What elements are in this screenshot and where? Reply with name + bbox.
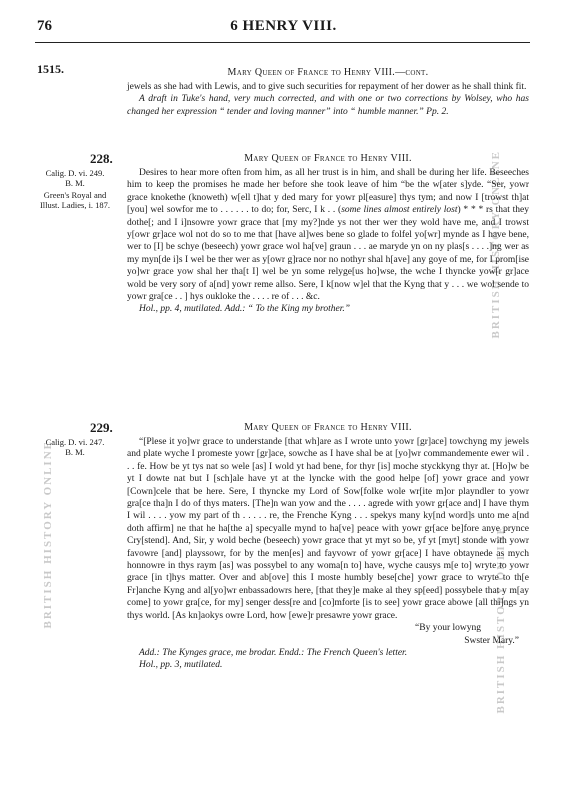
continuation-note-a: A draft in Tuke's hand, very much corrected, and with one or two corrections by Wolsey, who has changed her expression — [127, 94, 529, 117]
continuation-note-b: “ tender and loving manner” into “ humble manner.” Pp. 2. — [219, 106, 449, 117]
watermark-stamp: BRITISH HISTORY ONLINE — [490, 150, 502, 339]
entry-title-228: Mary Queen of France to Henry VIII. — [244, 153, 412, 164]
margin-note-228 — [35, 168, 115, 210]
entry-text-228 — [127, 167, 529, 303]
continuation-note — [127, 93, 529, 118]
signature-line-1: “By your lowyng — [415, 623, 481, 634]
year-marker: 1515. — [37, 62, 64, 76]
page-number: 76 — [37, 18, 52, 34]
continuation-body — [127, 81, 529, 118]
entry-footer-228: Hol., pp. 4, mutilated. Add.: “ To the King my brother.” — [139, 304, 351, 315]
continuation-title: Mary Queen of France to Henry VIII.—cont. — [227, 67, 429, 78]
margin-ref: Calig. D. vi. 247. — [45, 437, 105, 447]
margin-note-229 — [35, 437, 115, 457]
text-part: Desires to hear more often from him, as all her trust is in him, and shall be during her life. Beseeches him to keep the promises he made her before she took leave of him “be the w[ater s]yde. “Ser, yowr grace knokethe (knoweth) w[ell t]hat y ded mary for yowr pl[easure] thys tym; and now I [trowst th]at [you] wel sowfor me to . . . . . . to do; for, Serc, I k . . ( — [127, 168, 529, 216]
margin-ref: B. M. — [65, 447, 85, 457]
entry-body-229 — [127, 436, 529, 672]
entry-number-228: 228. — [90, 151, 113, 166]
holograph-note: Hol., pp. 3, mutilated. — [139, 660, 223, 671]
entry-number-229: 229. — [90, 420, 113, 435]
continuation-text: jewels as she had with Lewis, and to give such securities for repayment of her dower as he shall think fit. — [127, 82, 527, 92]
watermark-stamp: BRITISH HISTORY ONLINE — [42, 440, 54, 629]
margin-ref: Green's Royal and Illust. Ladies, i. 187. — [39, 190, 111, 210]
margin-ref: B. M. — [65, 178, 85, 188]
entry-body-228 — [127, 167, 529, 316]
entry-title-229: Mary Queen of France to Henry VIII. — [244, 422, 412, 433]
header-rule — [35, 42, 530, 43]
entry-text-229: “[Plese it yo]wr grace to understande [that wh]are as I wrote unto yowr [gr]ace] towchyng my jewels and plate wyche I promeste yowr [gr]ace, sowche as I have shal be at [yo]wr commandemente ewer wil . . . fe. How be yt tys nat so wele [as] I wold yt had bene, for thyr [is] moche styckkyng thyr at. [Ho]w be yt I dowte nat but I [sch]ale have yt at the lyncke with the good helpe [of] yowr grace and yowr [Cown]cele that be here. Sere, I thyncke my Lord of Sow[folke wole wr[ite m]or playndler to yowr gra[ce tha]n I do of thys maters. [The]n wan yow and the . . . . agrede with yowr gr[ace and] I have thym I wil . . . . yow my part of th . . . . . re, the Frenche Kyng . . . spekys many ky[nd word]s unto me a[nd doth affirm] ne that he ha[the a] specyalle mynd to ha[ve] peace with yowr gr[ace be]fore anye prynce Cry[stend]. And, Sir, y wold beche (beseech) yowr grace that yt myt so be, yf yt [myt] stonde with yowr favowre [and] playssowr, for by the men[es] and fayvowr of yowr gr[ace] I have obtaynede as mych honnowre in thys raym [as] was possybel to any woma[n to] have, wyche causys m[e to] wryte to yowr grace [in t]hys matter. Over and ab[ove] this I moste humbly bese[che] yowr grace to wryte to th[e Fr]anche Kyng and al[yo]wr enbassadowrs here, [that they]e make al they sp[eed] possybele that y m[ay come] to yowr gra[ce, for my] senger dess[re and [co]mforte [is to see] yowr grace abowe [all thi]ngs yn thys world. [As kn]aokys owre Lord, how [ewe]r presawre yowr grace. — [127, 437, 529, 621]
signature-line-2: Swster Mary.” — [464, 635, 519, 646]
address-note: Add.: The Kynges grace, me brodar. Endd.: The French Queen's letter. — [139, 647, 408, 658]
text-part: ) * * * rs that they dothe[; and I i]nsowre yowr grace that [my my?]nde ys not ther wer they wold have me, and I trowst y[owr gr]ace wol not do so to me that [have al]wes bene so glade to folfel yo[wr] mynde as I have bene, wer to [I] be schye (beseech) yowr grace wol ha[ve] graun . . . ae maryde yn on ny plas[s . . . .]ng wer as my myn[de i]s I wel be ther wer as y[owr g]race nor no nothyr shal h[ave] any goye of me, for I prom[ise yo]wr grace yow shal her tha[t I] wel be yn some relyge[us ho]wse, the wche I thyncke yow[r gr]ace wold be very sory of a[nd] yowr reme allso. Sere, I k[now w]el that the Kyng that y . . . we wol sende to yowr gra[ce . . ] hys oukloke the . . . . re of . . . &c. — [127, 205, 529, 303]
running-title: 6 HENRY VIII. — [230, 18, 337, 34]
text-part-italic: some lines almost entirely lost — [341, 205, 458, 216]
margin-ref: Calig. D. vi. 249. — [45, 168, 105, 178]
watermark-stamp: BRITISH HISTORY ONLINE — [495, 525, 507, 714]
